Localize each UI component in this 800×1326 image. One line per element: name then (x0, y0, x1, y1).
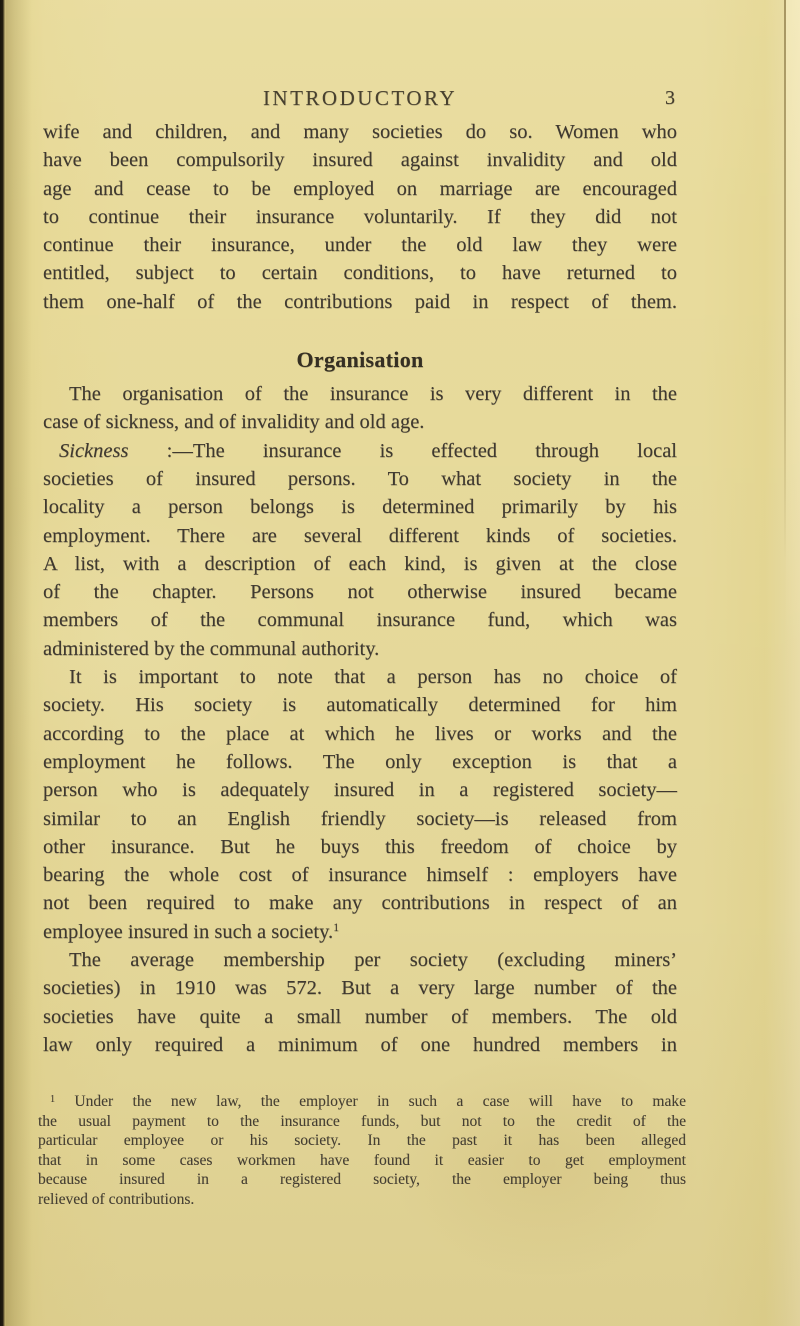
text-line: age and cease to be employed on marriage are encouraged (43, 177, 677, 200)
text-line: similar to an English friendly society—is released from (43, 807, 677, 830)
section-heading: Organisation (296, 347, 424, 373)
text-line: continue their insurance, under the old law they were (43, 234, 677, 257)
footnote-line: because insured in a registered society, the employer being thus (38, 1171, 686, 1189)
paragraph-sickness (43, 437, 677, 663)
footnote-line: relieved of contributions. (38, 1190, 195, 1208)
page-content (38, 86, 686, 1209)
text-line: The average membership per society (excluding miners’ (69, 949, 677, 972)
text-line: other insurance. But he buys this freedom of choice by (43, 835, 677, 858)
paragraph-membership (43, 946, 677, 1059)
footnote-marker: 1 (50, 1094, 55, 1106)
text-line: to continue their insurance voluntarily. If they did not (43, 205, 677, 228)
paragraph-no-choice (43, 663, 677, 946)
text-line: not been required to make any contributions in respect of an (43, 892, 677, 915)
sickness-lead-italic: Sickness (59, 439, 129, 462)
footnote-line (38, 1092, 686, 1112)
body-text (38, 118, 686, 1209)
text-line: entitled, subject to certain conditions, to have returned to (43, 262, 677, 285)
text-line: society. His society is automatically determined for him (43, 694, 677, 717)
footnote-line: the usual payment to the insurance funds, but not to the credit of the (38, 1112, 686, 1130)
text-line: person who is adequately insured in a registered society— (43, 779, 677, 802)
text-line: law only required a minimum of one hundred members in (43, 1033, 677, 1056)
running-title: INTRODUCTORY (262, 86, 458, 110)
text-line: case of sickness, and of invalidity and old age. (43, 411, 425, 434)
page-right-edge-highlight (786, 0, 800, 720)
footnote-line: that in some cases workmen have found it easier to get employment (38, 1151, 686, 1169)
text-line: locality a person belongs is determined primarily by his (43, 496, 677, 519)
text-line: administered by the communal authority. (43, 637, 380, 660)
running-header (43, 86, 677, 110)
footnote-reference-mark: 1 (333, 919, 340, 934)
sickness-lead-rest: :—The insurance is effected through local (128, 439, 677, 462)
last-line-text: employee insured in such a society. (43, 920, 334, 943)
text-line: A list, with a description of each kind, is given at the close (43, 552, 677, 575)
text-line: The organisation of the insurance is very different in the (69, 383, 677, 406)
text-line (43, 918, 677, 946)
footnote-line: particular employee or his society. In the past it has been alleged (38, 1132, 686, 1150)
paragraph-organisation-intro (43, 380, 677, 437)
text-line: employment. There are several different kinds of societies. (43, 524, 677, 547)
text-line: It is important to note that a person has no choice of (69, 666, 677, 689)
footnote (38, 1092, 686, 1209)
text-line: of the chapter. Persons not otherwise insured became (43, 581, 677, 604)
text-line: members of the communal insurance fund, which was (43, 609, 677, 632)
text-line: societies of insured persons. To what society in the (43, 467, 677, 490)
text-line (43, 437, 677, 465)
text-line: employment he follows. The only exception is that a (43, 750, 677, 773)
paragraph-continuation (43, 118, 677, 316)
text-line: wife and children, and many societies do so. Women who (43, 121, 677, 143)
footnote-first-line: Under the new law, the employer in such a case will have to make (55, 1093, 686, 1111)
text-line: societies) in 1910 was 572. But a very large number of the (43, 977, 677, 1000)
page-left-edge-shadow (6, 0, 32, 1326)
text-line: them one-half of the contributions paid in respect of them. (43, 290, 677, 313)
text-line: societies have quite a small number of members. The old (43, 1005, 677, 1028)
text-line: bearing the whole cost of insurance himself : employers have (43, 864, 677, 887)
text-line: according to the place at which he lives or works and the (43, 722, 677, 745)
page-number: 3 (665, 87, 675, 109)
text-line: have been compulsorily insured against invalidity and old (43, 149, 677, 172)
